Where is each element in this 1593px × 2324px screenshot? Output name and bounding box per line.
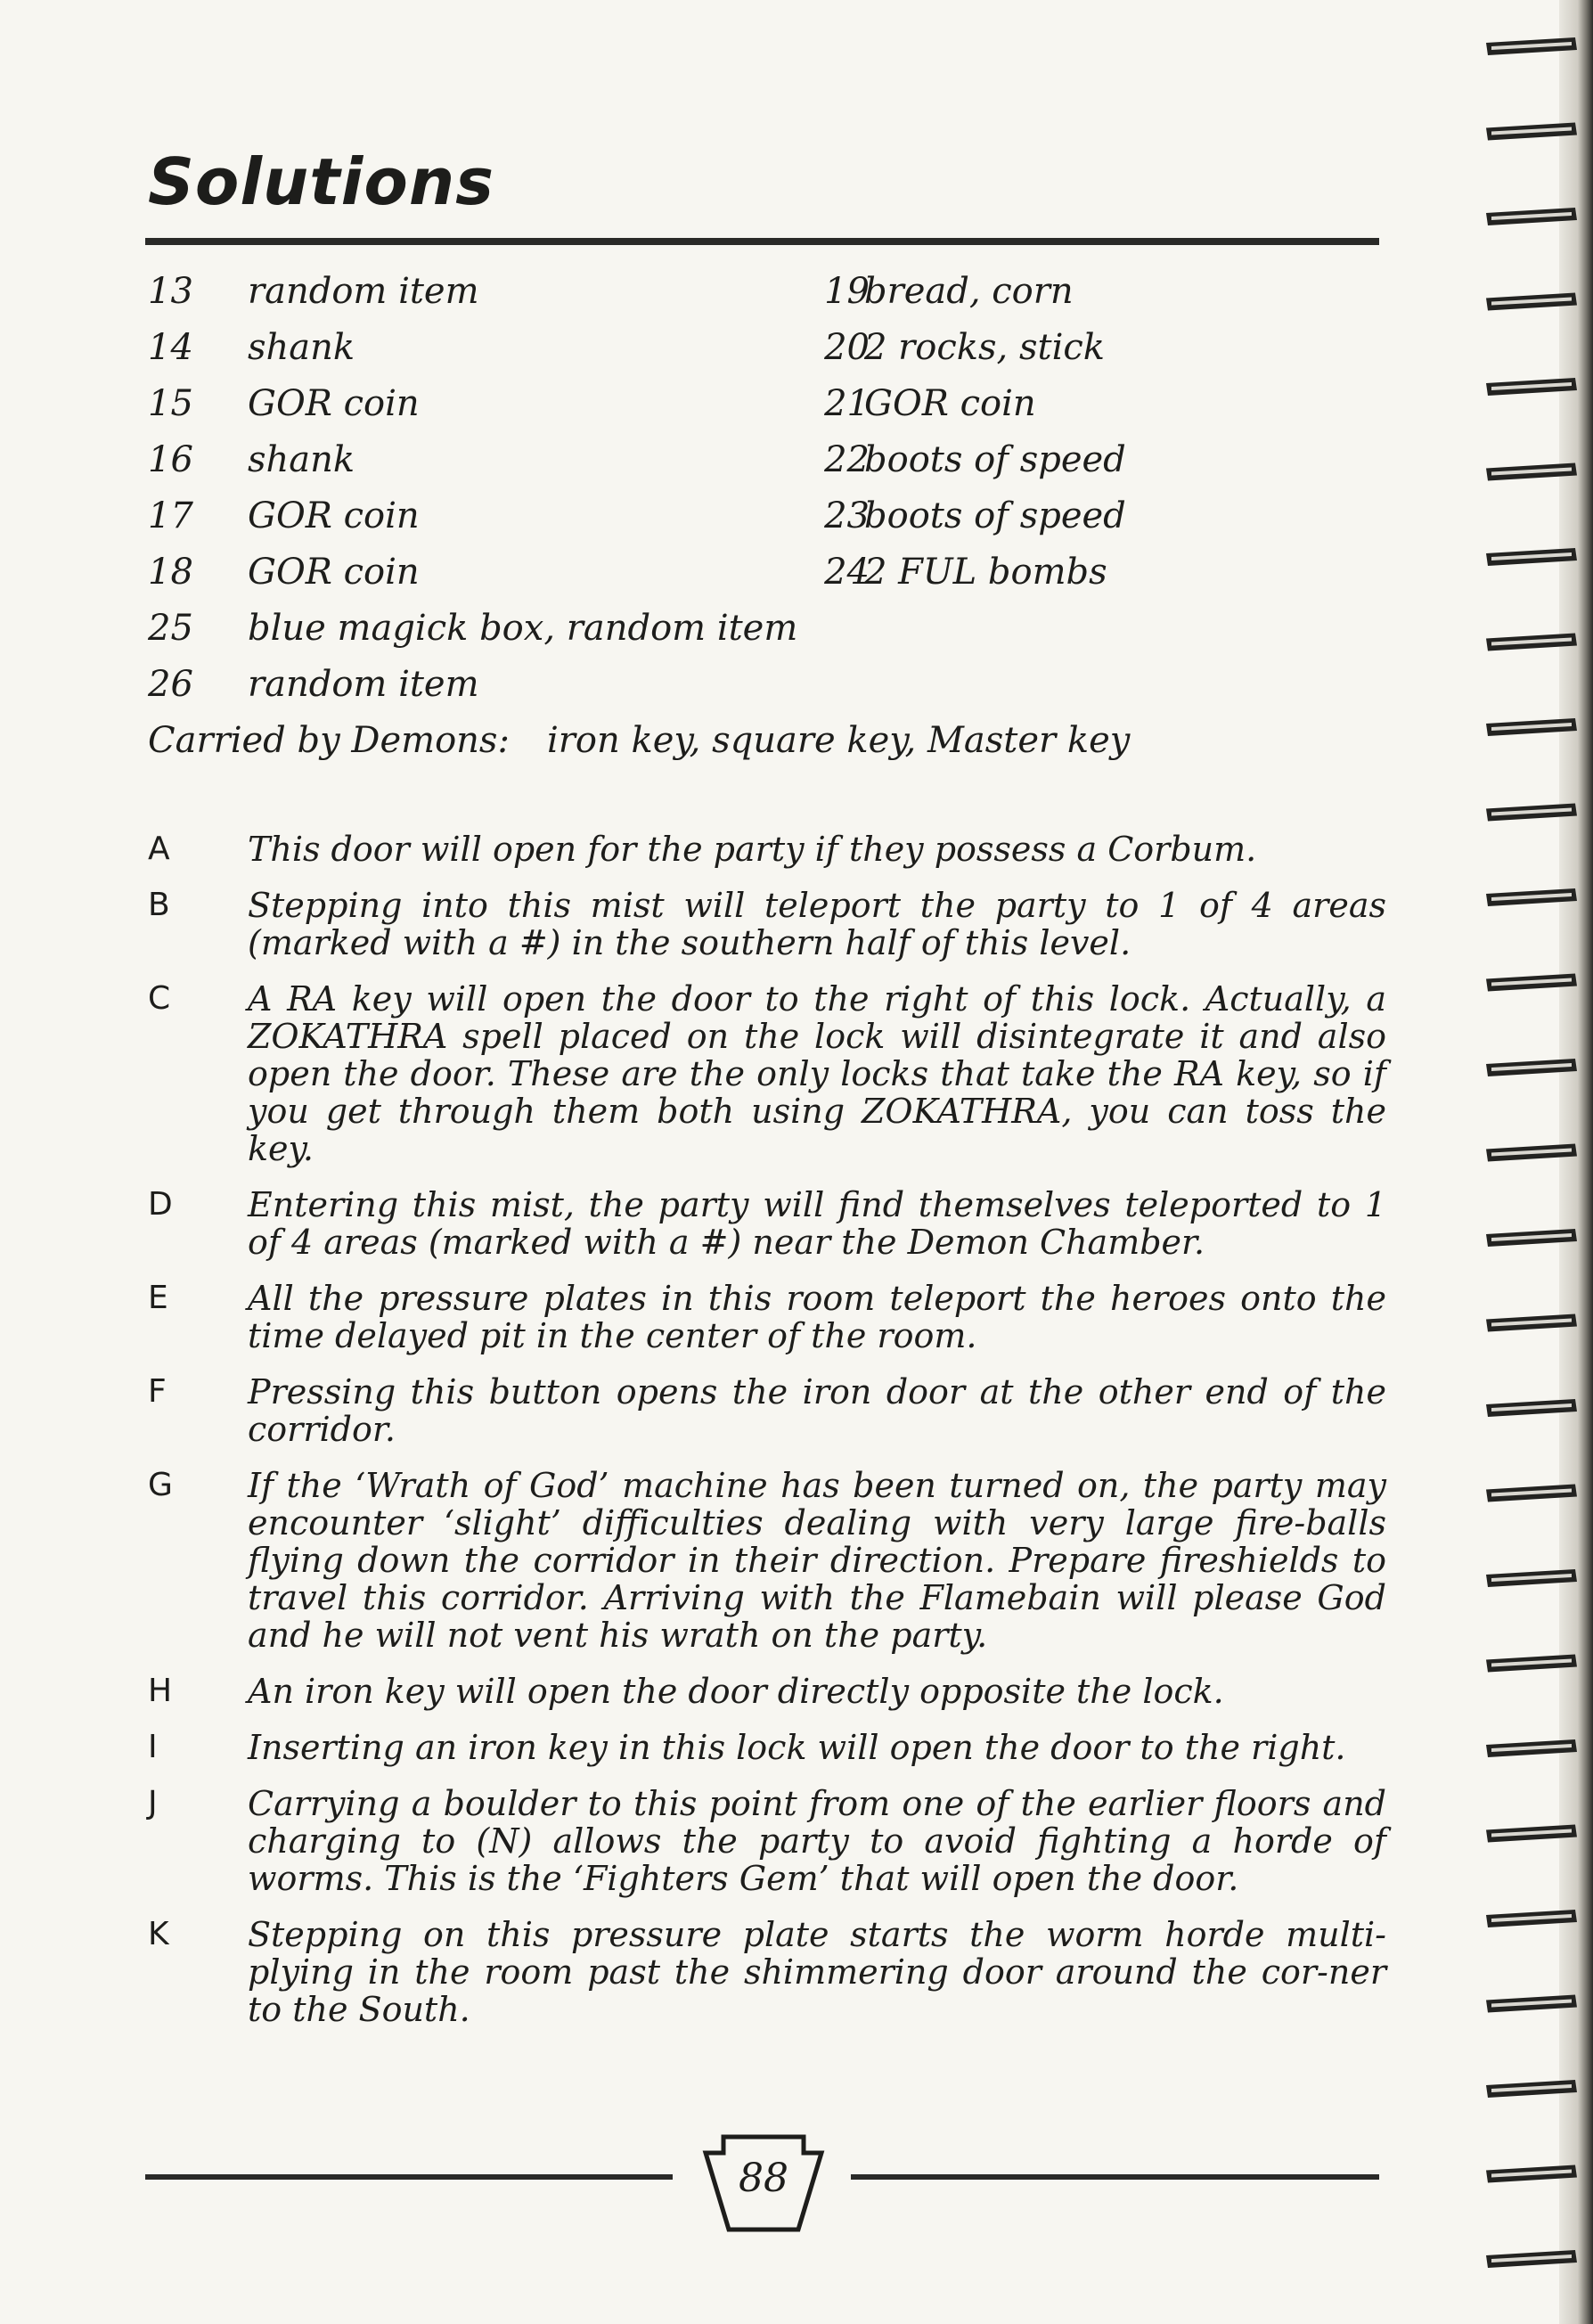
item-text: blue magick box, random item bbox=[248, 608, 798, 649]
item-text: 2 rocks, stick bbox=[864, 327, 1105, 368]
item-number: 19 bbox=[824, 271, 870, 312]
item-number: 24 bbox=[824, 552, 870, 593]
item-row bbox=[148, 657, 1386, 713]
note-text: Pressing this button opens the iron door at the other end of the corridor. bbox=[248, 1372, 1386, 1449]
note-text: This door will open for the party if they possess a Corbum. bbox=[248, 830, 1257, 869]
note-entry bbox=[148, 831, 1386, 868]
note-letter: E bbox=[148, 1280, 168, 1316]
note-entry bbox=[148, 887, 1386, 962]
item-text: GOR coin bbox=[248, 552, 420, 593]
note-letter: C bbox=[148, 980, 171, 1017]
note-entry bbox=[148, 980, 1386, 1167]
note-letter: J bbox=[148, 1785, 158, 1821]
note-letter: G bbox=[148, 1467, 173, 1503]
note-entry bbox=[148, 1916, 1386, 2028]
item-number: 16 bbox=[148, 439, 193, 480]
item-list bbox=[148, 264, 1386, 769]
item-text: boots of speed bbox=[864, 439, 1126, 480]
note-text: Inserting an iron key in this lock will open the door to the right. bbox=[248, 1728, 1346, 1767]
item-text: boots of speed bbox=[864, 495, 1126, 536]
item-text: shank bbox=[248, 439, 355, 480]
item-row bbox=[148, 544, 1386, 601]
page-title: Solutions bbox=[148, 144, 494, 219]
note-text: Stepping into this mist will teleport the party to 1 of 4 areas (marked with a #) in the southern half of this level. bbox=[248, 886, 1386, 962]
note-entry bbox=[148, 1373, 1386, 1448]
item-number: 14 bbox=[148, 327, 193, 368]
item-number: 26 bbox=[148, 664, 193, 705]
item-number: 23 bbox=[824, 495, 870, 536]
note-letter: B bbox=[148, 887, 170, 923]
note-letter: I bbox=[148, 1729, 158, 1765]
item-text: GOR coin bbox=[248, 383, 420, 424]
note-text: If the ‘Wrath of God’ machine has been turned on, the party may encounter ‘slight’ difficulties dealing with very large fire-balls flying down the corridor in their direction. Prepare fireshields to travel this corridor. Arriving with the Flamebain will please God and he will not vent his wrath on the party. bbox=[248, 1466, 1386, 1655]
title-divider bbox=[145, 238, 1379, 245]
note-text: All the pressure plates in this room teleport the heroes onto the time delayed pit in the center of the room. bbox=[248, 1279, 1386, 1355]
note-text: An iron key will open the door directly opposite the lock. bbox=[248, 1672, 1224, 1711]
item-text: bread, corn bbox=[864, 271, 1074, 312]
item-number: 21 bbox=[824, 383, 870, 424]
demons-label: Carried by Demons: bbox=[148, 720, 510, 761]
footer-divider-left bbox=[145, 2174, 673, 2180]
item-number: 15 bbox=[148, 383, 193, 424]
demons-items: iron key, square key, Master key bbox=[547, 720, 1131, 761]
item-text: 2 FUL bombs bbox=[864, 552, 1107, 593]
note-text: Carrying a boulder to this point from one of the earlier floors and charging to (N) allows the party to avoid fighting a horde of worms. This is the ‘Fighters Gem’ that will open the door. bbox=[248, 1784, 1386, 1898]
demons-row bbox=[148, 713, 1386, 769]
note-letter: K bbox=[148, 1916, 169, 1952]
footer-divider-right bbox=[851, 2174, 1379, 2180]
note-letter: A bbox=[148, 831, 170, 867]
item-row bbox=[148, 432, 1386, 488]
item-number: 22 bbox=[824, 439, 870, 480]
note-letter: F bbox=[148, 1373, 167, 1410]
spiral-binding bbox=[1479, 0, 1593, 2324]
item-number: 13 bbox=[148, 271, 193, 312]
note-letter: H bbox=[148, 1673, 173, 1709]
item-text: random item bbox=[248, 664, 479, 705]
note-letter: D bbox=[148, 1186, 173, 1223]
item-row bbox=[148, 320, 1386, 376]
item-text: random item bbox=[248, 271, 479, 312]
item-text: GOR coin bbox=[864, 383, 1036, 424]
item-number: 17 bbox=[148, 495, 193, 536]
note-entry bbox=[148, 1729, 1386, 1766]
note-entry bbox=[148, 1186, 1386, 1261]
page-number: 88 bbox=[739, 2156, 788, 2201]
item-row bbox=[148, 376, 1386, 432]
item-number: 25 bbox=[148, 608, 193, 649]
note-text: Entering this mist, the party will find themselves teleported to 1 of 4 areas (marked with a #) near the Demon Chamber. bbox=[248, 1185, 1386, 1262]
note-entry bbox=[148, 1280, 1386, 1354]
item-row bbox=[148, 264, 1386, 320]
item-text: GOR coin bbox=[248, 495, 420, 536]
item-row bbox=[148, 601, 1386, 657]
note-text: Stepping on this pressure plate starts the worm horde multi-plying in the room past the shimmering door around the cor-ner to the South. bbox=[248, 1915, 1386, 2029]
solution-notes bbox=[148, 831, 1386, 2047]
note-entry bbox=[148, 1785, 1386, 1897]
item-number: 20 bbox=[824, 327, 870, 368]
note-entry bbox=[148, 1467, 1386, 1654]
note-entry bbox=[148, 1673, 1386, 1710]
item-text: shank bbox=[248, 327, 355, 368]
item-number: 18 bbox=[148, 552, 193, 593]
item-row bbox=[148, 488, 1386, 544]
note-text: A RA key will open the door to the right of this lock. Actually, a ZOKATHRA spell placed on the lock will disintegrate it and also open the door. These are the only locks that take the RA key, so if you get through them both using ZOKATHRA, you can toss the key. bbox=[248, 979, 1386, 1168]
